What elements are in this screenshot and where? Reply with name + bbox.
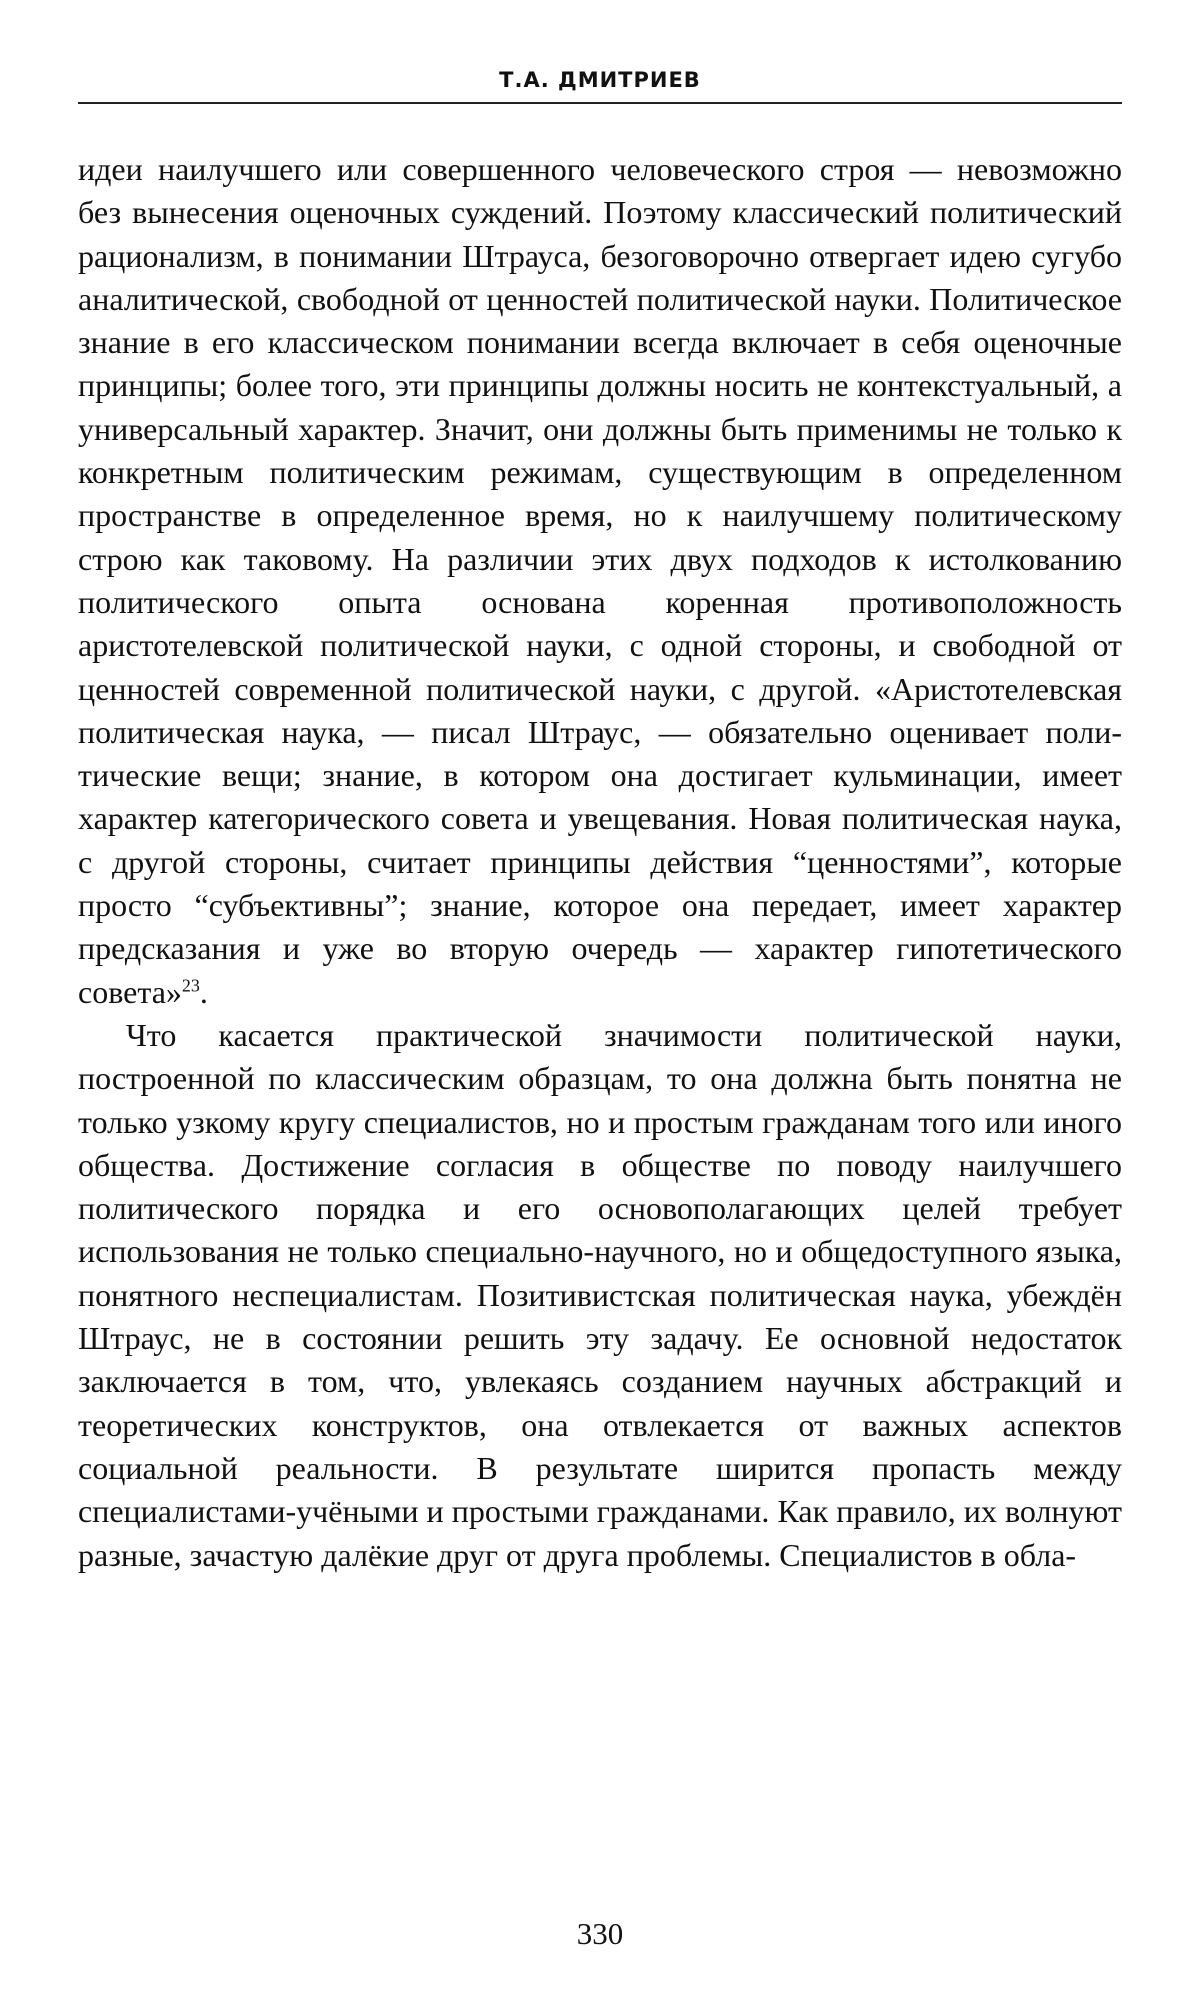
paragraph-1-text: идеи наилучшего или совершенного человеческого строя — невозможно без вынесения оценочных суждений. Поэтому классический политический рационализм, в понимании Штрауса, безоговорочно отвергает идею сугубо аналитической, свободной от ценностей политической науки. Политическое знание в его классическом понимании всегда включает в себя оценочные принципы; более того, эти принципы должны носить не контекстуальный, а универсальный характер. Значит, они должны быть применимы не только к конкретным политическим режимам, существующим в определенном пространстве в определенное время, но к наилучшему политическому строю как таковому. На различии этих двух подходов к истолкованию политического опыта основана коренная противоположность аристотелевской политической науки, с одной стороны, и свободной от ценностей современной политической науки, с другой. «Аристотелевская политическая наука, — писал Штраус, — обязательно оценивает политические вещи; знание, в котором она достигает кульминации, имеет характер категорического совета и увещевания. Новая политическая наука, с другой стороны, считает принципы действия “ценностями”, которые просто “субъективны”; знание, которое она передает, имеет характер предсказания и уже во вторую очередь — характер гипотетического совета» [78, 151, 1122, 1010]
paragraph-1-end: . [199, 973, 208, 1010]
paragraph-2: Что касается практической значимости политической науки, построенной по классическим образцам, то она должна быть понятна не только узкому кругу специалистов, но и простым гражданам того или иного общества. Достижение согласия в обществе по поводу наилучшего политического порядка и его основополагающих целей требует использования не только специально-научного, но и общедоступного языка, понятного неспециалистам. Позитивистская политическая наука, убеждён Штраус, не в состоянии решить эту задачу. Ее основной недостаток заключается в том, что, увлекаясь созданием научных абстракций и теоретических конструктов, она отвлекается от важных аспектов социальной реальности. В результате ширится пропасть между специалистами-учёными и простыми гражданами. Как правило, их волнуют разные, зачастую далёкие друг от друга проблемы. Специалистов в обла- [78, 1016, 1122, 1573]
header-rule [78, 102, 1122, 104]
body-text [78, 148, 1122, 1577]
page-number: 330 [576, 1916, 624, 1951]
paragraph-1 [78, 148, 1122, 1014]
book-page [78, 0, 1122, 2001]
footnote-reference[interactable]: 23 [181, 974, 200, 995]
running-head: Т.А. ДМИТРИЕВ [499, 68, 701, 92]
